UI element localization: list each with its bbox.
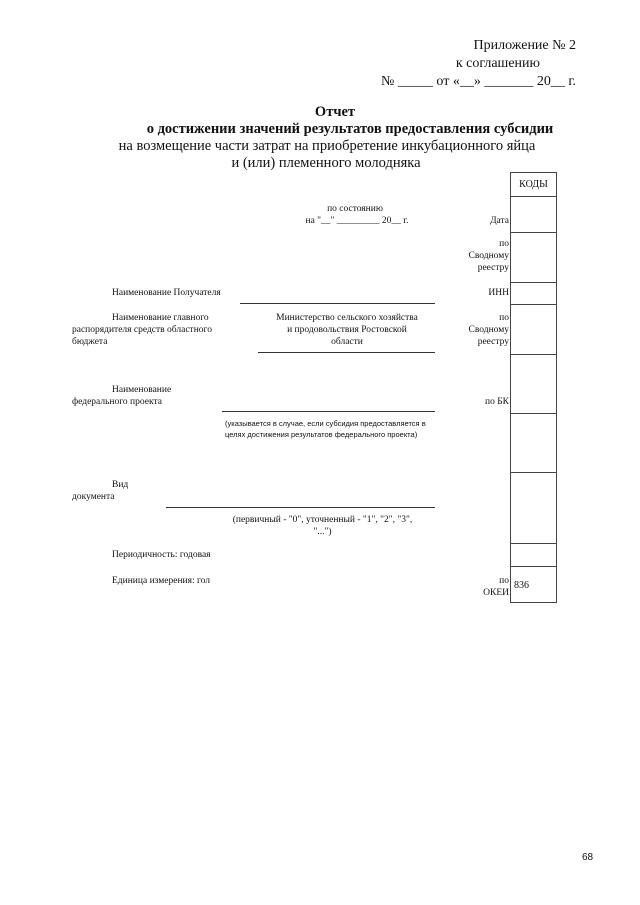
code-cell-date [510, 196, 557, 233]
code-cell-extra [510, 413, 557, 473]
federal-project-label: Наименование федерального проекта [72, 385, 172, 407]
federal-project-note: (указывается в случае, если субсидия предоставляется в целях достижения результатов федерального проекта) [225, 419, 426, 439]
doc-type-label: Вид документа [72, 480, 129, 502]
label-inn: ИНН [488, 288, 509, 298]
label-okei: по ОКЕИ [483, 576, 509, 598]
report-subtitle-2: на возмещение части затрат на приобретение инкубационного яйца [118, 138, 536, 154]
label-svod-2: по Сводному реестру [468, 313, 509, 347]
recipient-underline [240, 303, 435, 304]
code-cell-okei: 836 [510, 566, 557, 603]
as-of-date: на "__" _________ 20__ г. [305, 216, 409, 226]
chief-admin-label: Наименование главного распорядителя средств областного бюджета [72, 313, 212, 347]
page-number: 68 [582, 852, 594, 863]
doc-type-note: (первичный - "0", уточненный - "1", "2", "3", "...") [232, 515, 413, 537]
code-cell-periodicity [510, 543, 557, 567]
codes-column [510, 172, 557, 602]
doc-type-underline [166, 507, 435, 508]
appendix-number: Приложение № 2 [473, 38, 576, 53]
federal-project-underline [222, 411, 435, 412]
code-cell-bk [510, 354, 557, 414]
agreement-ref: к соглашению [455, 56, 540, 71]
agreement-number-date: № _____ от «__» _______ 20__ г. [381, 74, 576, 89]
code-cell-svod-2 [510, 304, 557, 355]
code-cell-svod-1 [510, 232, 557, 283]
label-bk: по БК [484, 397, 509, 407]
recipient-label: Наименование Получателя [112, 288, 221, 298]
report-subtitle-3: и (или) племенного молодняка [231, 155, 421, 171]
code-cell-doc-type [510, 472, 557, 544]
report-subtitle-1: о достижении значений результатов предоставления субсидии [146, 121, 554, 137]
as-of-label: по состоянию [327, 204, 383, 214]
ministry-name: Министерство сельского хозяйства и продовольствия Ростовской области [276, 313, 418, 347]
report-title: Отчет [314, 104, 356, 120]
ministry-underline [258, 352, 435, 353]
periodicity-label: Периодичность: годовая [112, 550, 211, 560]
codes-header: КОДЫ [510, 172, 557, 197]
label-svod-1: по Сводному реестру [468, 239, 509, 273]
code-cell-inn [510, 282, 557, 305]
label-date: Дата [490, 216, 509, 226]
unit-label: Единица измерения: гол [112, 576, 211, 586]
